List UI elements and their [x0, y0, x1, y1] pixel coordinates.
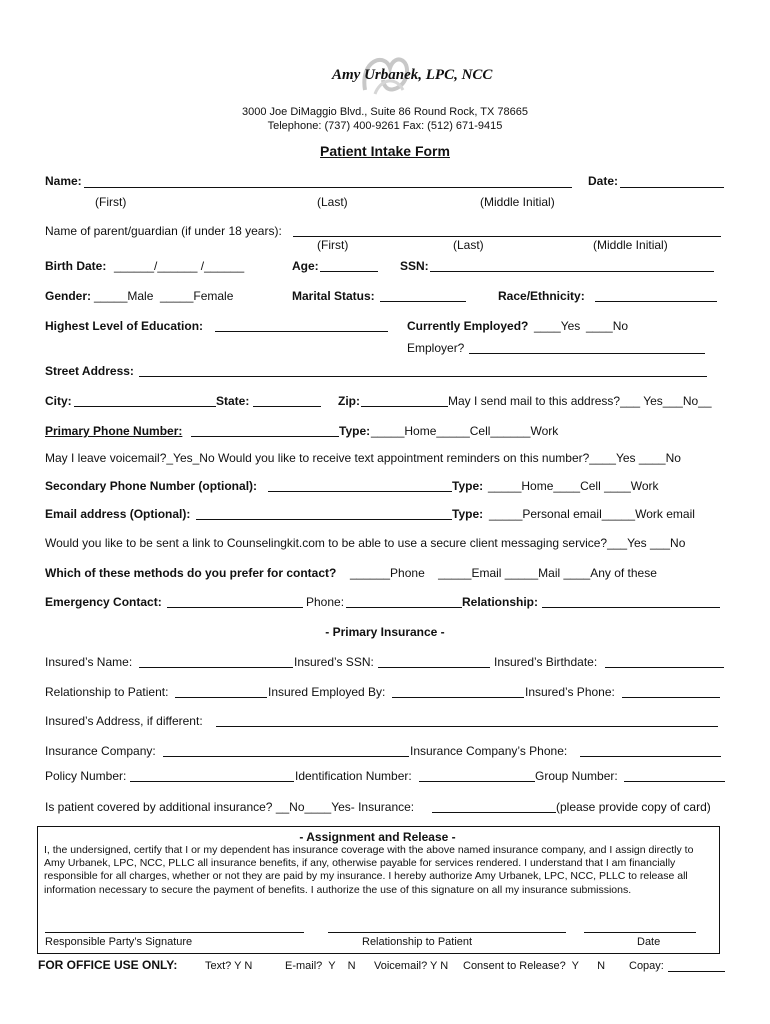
form-title: Patient Intake Form [320, 143, 450, 159]
insurance-company-phone-field[interactable] [580, 756, 721, 757]
practice-address: 3000 Joe DiMaggio Blvd., Suite 86 Round Rock, TX 78665 [242, 106, 528, 118]
insured-birthdate-field[interactable] [605, 667, 724, 668]
insured-ssn-field[interactable] [378, 667, 490, 668]
office-copay-field[interactable] [668, 971, 725, 972]
insurance-company-field[interactable] [163, 756, 409, 757]
state-field[interactable] [253, 406, 321, 407]
insured-birthdate-label: Insured’s Birthdate: [494, 655, 598, 669]
birth-date-field[interactable]: ______/______ /______ [114, 259, 245, 273]
office-text-option: Text? Y N [205, 960, 253, 972]
email-label: Email address (Optional): [45, 507, 191, 521]
education-label: Highest Level of Education: [45, 319, 204, 333]
email-field[interactable] [196, 519, 452, 520]
marital-status-field[interactable] [380, 301, 466, 302]
primary-phone-type-label: Type: [339, 424, 371, 438]
contact-method-label: Which of these methods do you prefer for contact? [45, 566, 337, 580]
insured-name-field[interactable] [139, 667, 293, 668]
insured-employed-by-label: Insured Employed By: [268, 685, 386, 699]
date-label: Date: [588, 174, 619, 188]
emergency-contact-field[interactable] [167, 607, 303, 608]
signature-field[interactable] [45, 932, 304, 933]
signature-relationship-field[interactable] [328, 932, 566, 933]
additional-insurance-field[interactable] [432, 812, 556, 813]
office-email-option: E-mail? Y N [285, 960, 356, 972]
age-field[interactable] [320, 271, 378, 272]
race-field[interactable] [595, 301, 717, 302]
emergency-phone-field[interactable] [346, 607, 462, 608]
insured-phone-field[interactable] [622, 697, 720, 698]
birth-date-label: Birth Date: [45, 259, 107, 273]
guardian-field[interactable] [293, 236, 721, 237]
insured-address-field[interactable] [216, 726, 718, 727]
secondary-phone-field[interactable] [268, 491, 452, 492]
emergency-relationship-label: Relationship: [462, 595, 539, 609]
gender-male-option[interactable]: _____Male [94, 289, 154, 303]
office-copay-label: Copay: [629, 960, 664, 972]
insured-address-label: Insured’s Address, if different: [45, 714, 203, 728]
insurance-company-phone-label: Insurance Company’s Phone: [410, 744, 568, 758]
insured-name-label: Insured’s Name: [45, 655, 133, 669]
zip-label: Zip: [338, 394, 360, 408]
practice-phones: Telephone: (737) 400-9261 Fax: (512) 671-9415 [267, 120, 503, 132]
secondary-phone-type-options[interactable]: _____Home____Cell ____Work [488, 479, 659, 493]
name-label: Name: [45, 174, 82, 188]
city-label: City: [45, 394, 72, 408]
messaging-question[interactable]: Would you like to be sent a link to Counselingkit.com to be able to use a secure client messaging service?___Yes ___No [45, 536, 686, 550]
state-label: State: [216, 394, 250, 408]
voicemail-question[interactable]: May I leave voicemail?_Yes_No Would you like to receive text appointment reminders on this number?____Yes ____No [45, 451, 681, 465]
insured-phone-label: Insured’s Phone: [525, 685, 615, 699]
policy-number-field[interactable] [130, 781, 294, 782]
city-field[interactable] [74, 406, 216, 407]
contact-method-options[interactable]: ______Phone _____Email _____Mail ____Any of these [350, 566, 657, 580]
date-field[interactable] [620, 187, 724, 188]
gender-female-option[interactable]: _____Female [160, 289, 234, 303]
street-address-field[interactable] [139, 376, 707, 377]
assignment-body: I, the undersigned, certify that I or my dependent has insurance coverage with the above named insurance company, and I assign directly to Amy Urbanek, LPC, NCC, PLLC all insurance benefits, if any, otherwise payable for services rendered. I understand that I am financially responsible for all charges, whether or not they are paid by my insurance. I hereby authorize Amy Urbanek, LPC, NCC, PLLC to release all information necessary to secure the payment of benefits. I authorize the use of this signature on all my insurance submissions. [44, 844, 694, 896]
logo-text: Amy Urbanek, LPC, NCC [332, 67, 493, 83]
emergency-contact-label: Emergency Contact: [45, 595, 162, 609]
emergency-phone-label: Phone: [306, 595, 345, 609]
ssn-label: SSN: [400, 259, 429, 273]
gender-label: Gender: [45, 289, 92, 303]
identification-number-label: Identification Number: [295, 769, 412, 783]
email-type-options[interactable]: _____Personal email_____Work email [489, 507, 695, 521]
relationship-to-patient-label: Relationship to Patient: [45, 685, 169, 699]
age-label: Age: [292, 259, 319, 273]
group-number-field[interactable] [624, 781, 725, 782]
office-use-label: FOR OFFICE USE ONLY: [38, 958, 178, 972]
signature-label: Responsible Party’s Signature [45, 936, 193, 948]
signature-relationship-label: Relationship to Patient [362, 936, 473, 948]
name-first-caption: (First) [95, 195, 127, 209]
policy-number-label: Policy Number: [45, 769, 127, 783]
office-consent-option: Consent to Release? Y N [463, 960, 606, 972]
employed-yes-option[interactable]: ____Yes [534, 319, 581, 333]
guardian-label: Name of parent/guardian (if under 18 years): [45, 224, 282, 238]
name-field[interactable] [84, 187, 572, 188]
zip-field[interactable] [361, 406, 448, 407]
insurance-card-note: (please provide copy of card) [556, 800, 711, 814]
signature-date-label: Date [637, 936, 661, 948]
guardian-first-caption: (First) [317, 238, 349, 252]
additional-insurance-question[interactable]: Is patient covered by additional insurance? __No____Yes- Insurance: [45, 800, 415, 814]
primary-phone-field[interactable] [191, 436, 339, 437]
email-type-label: Type: [452, 507, 484, 521]
insured-employed-by-field[interactable] [392, 697, 524, 698]
employer-field[interactable] [469, 353, 705, 354]
identification-number-field[interactable] [419, 781, 535, 782]
street-address-label: Street Address: [45, 364, 134, 378]
emergency-relationship-field[interactable] [542, 607, 720, 608]
mail-consent-question[interactable]: May I send mail to this address?___ Yes___No__ [448, 394, 712, 408]
employed-no-option[interactable]: ____No [586, 319, 629, 333]
group-number-label: Group Number: [535, 769, 618, 783]
primary-insurance-heading: - Primary Insurance - [325, 625, 445, 639]
secondary-phone-type-label: Type: [452, 479, 484, 493]
insured-ssn-label: Insured’s SSN: [294, 655, 374, 669]
education-field[interactable] [215, 331, 388, 332]
primary-phone-type-options[interactable]: _____Home_____Cell______Work [371, 424, 559, 438]
guardian-middle-caption: (Middle Initial) [593, 238, 668, 252]
race-label: Race/Ethnicity: [498, 289, 585, 303]
name-last-caption: (Last) [317, 195, 348, 209]
primary-phone-label: Primary Phone Number: [45, 424, 183, 438]
insurance-company-label: Insurance Company: [45, 744, 156, 758]
office-voicemail-option: Voicemail? Y N [374, 960, 449, 972]
marital-status-label: Marital Status: [292, 289, 375, 303]
secondary-phone-label: Secondary Phone Number (optional): [45, 479, 258, 493]
ssn-field[interactable] [430, 271, 714, 272]
employed-label: Currently Employed? [407, 319, 529, 333]
signature-date-field[interactable] [584, 932, 696, 933]
relationship-to-patient-field[interactable] [175, 697, 267, 698]
guardian-last-caption: (Last) [453, 238, 484, 252]
name-middle-caption: (Middle Initial) [480, 195, 555, 209]
assignment-heading: - Assignment and Release - [299, 830, 456, 844]
employer-label: Employer? [407, 341, 465, 355]
